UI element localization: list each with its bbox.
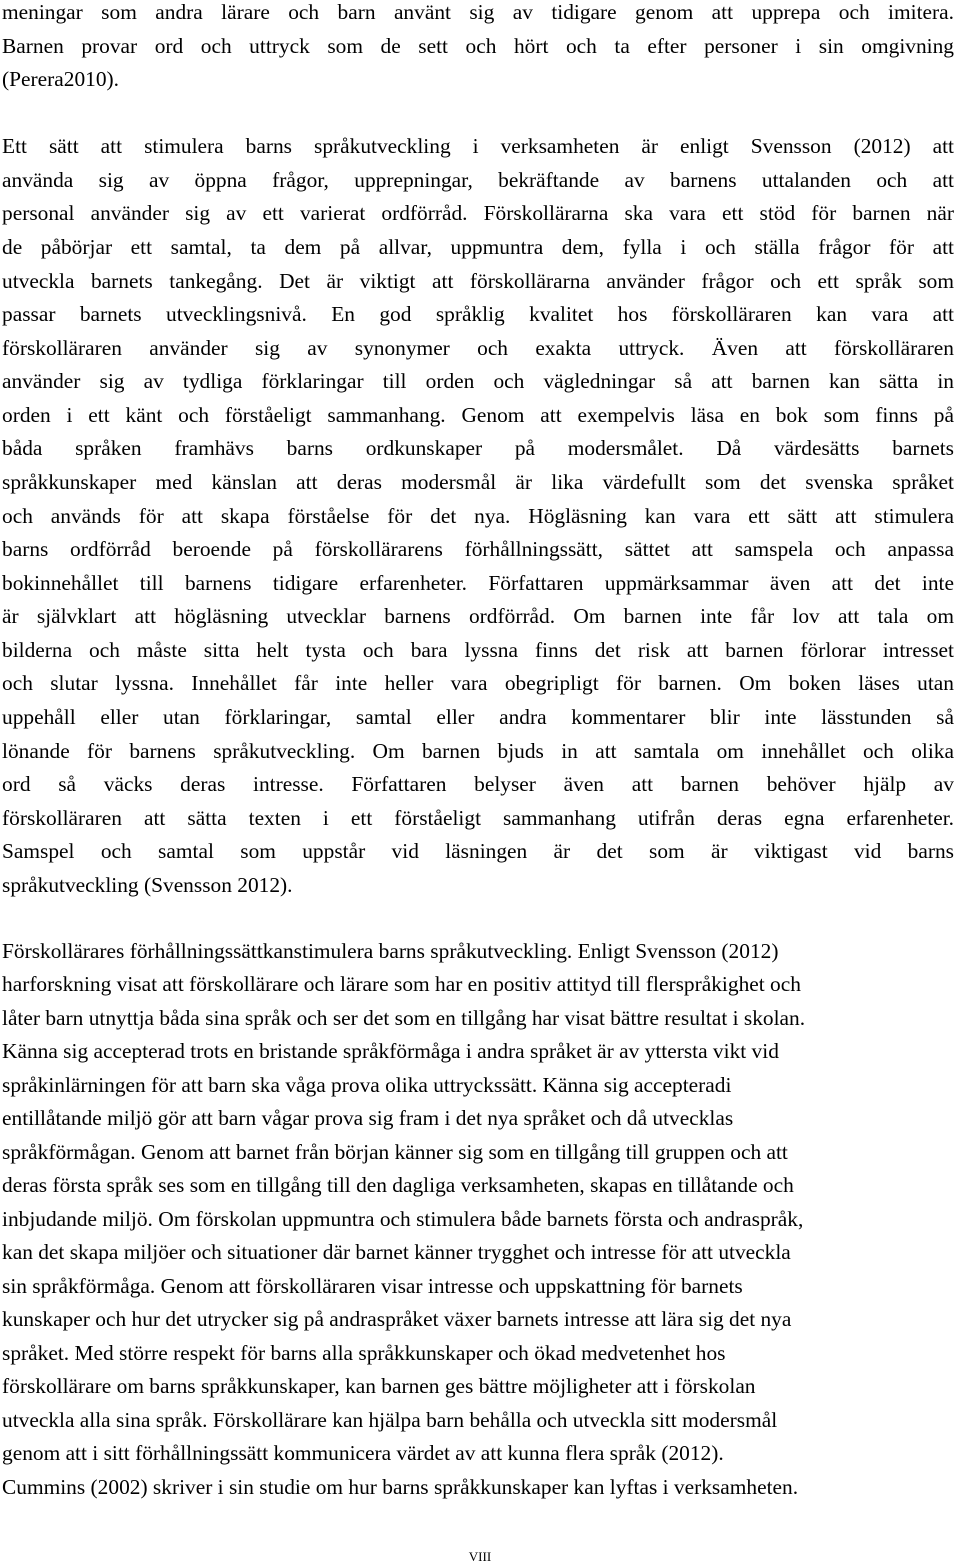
- text-line: förskolläraren att sätta texten i ett förståeligt sammanhang utifrån deras egna erfarenheter.: [2, 806, 954, 830]
- text-line: ord så väcks deras intresse. Författaren belyser även att barnen behöver hjälp av: [2, 772, 954, 796]
- page-number: VIII: [468, 1549, 492, 1564]
- text-line: personal använder sig av ett varierat ordförråd. Förskollärarna ska vara ett stöd för barnen när: [2, 201, 954, 225]
- text-line: genom att i sitt förhållningssätt kommunicera värdet av att kunna flera språk (2012).: [2, 1441, 724, 1465]
- text-line: språket. Med större respekt för barns alla språkkunskaper och ökad medvetenhet hos: [2, 1341, 726, 1365]
- text-line: Förskollärares förhållningssättkanstimulera barns språkutveckling. Enligt Svensson (2012): [2, 939, 779, 963]
- text-line: deras första språk ses som en tillgång till den dagliga verksamheten, skapas en tillåtande och: [2, 1173, 794, 1197]
- text-line: uppehåll eller utan förklaringar, samtal eller andra kommentarer blir inte lässtunden så: [2, 705, 954, 729]
- text-line: språkkunskaper med känslan att deras modersmål är lika värdefullt som det svenska språket: [2, 470, 954, 494]
- text-line: kunskaper och hur det utrycker sig på andraspråket växer barnets intresse att lära sig det nya: [2, 1307, 792, 1331]
- text-line: Samspel och samtal som uppstår vid läsningen är det som är viktigast vid barns: [2, 839, 954, 863]
- text-line: inbjudande miljö. Om förskolan uppmuntra och stimulera både barnets första och andraspråk,: [2, 1207, 804, 1231]
- text-line: och används för att skapa förståelse för det nya. Högläsning kan vara ett sätt att stimulera: [2, 504, 954, 528]
- text-line: sin språkförmåga. Genom att förskolläraren visar intresse och uppskattning för barnets: [2, 1274, 743, 1298]
- text-line: utveckla barnets tankegång. Det är viktigt att förskollärarna använder frågor och ett språk som: [2, 269, 954, 293]
- text-line: språkinlärningen för att barn ska våga prova olika uttryckssätt. Känna sig accepteradi: [2, 1073, 732, 1097]
- text-line: utveckla alla sina språk. Förskollärare kan hjälpa barn behålla och utveckla sitt modersmål: [2, 1408, 778, 1432]
- text-line: låter barn utnyttja båda sina språk och ser det som en tillgång har visat bättre resultat i skolan.: [2, 1006, 806, 1030]
- text-line: bilderna och måste sitta helt tysta och bara lyssna finns det risk att barnen förlorar intresset: [2, 638, 954, 662]
- text-line: förskollärare om barns språkkunskaper, kan barnen ges bättre möjligheter att i förskolan: [2, 1374, 756, 1398]
- text-line: båda språken framhävs barns ordkunskaper på modersmålet. Då värdesätts barnets: [2, 436, 954, 460]
- text-line: bokinnehållet till barnens tidigare erfarenheter. Författaren uppmärksammar även att det inte: [2, 571, 954, 595]
- text-line: Känna sig accepterad trots en bristande språkförmåga i andra språket är av yttersta vikt vid: [2, 1039, 779, 1063]
- text-line: Cummins (2002) skriver i sin studie om hur barns språkkunskaper kan lyftas i verksamheten.: [2, 1475, 799, 1499]
- text-line: förskolläraren använder sig av synonymer och exakta uttryck. Även att förskolläraren: [2, 336, 954, 360]
- text-line: passar barnets utvecklingsnivå. En god språklig kvalitet hos förskolläraren kan vara att: [2, 302, 954, 326]
- text-line: barns ordförråd beroende på förskollärarens förhållningssätt, sättet att samspela och anpassa: [2, 537, 954, 561]
- text-line: Barnen provar ord och uttryck som de sett och hört och ta efter personer i sin omgivning: [2, 34, 954, 58]
- text-line: använder sig av tydliga förklaringar till orden och vägledningar så att barnen kan sätta in: [2, 369, 954, 393]
- text-line: språkutveckling (Svensson 2012).: [2, 873, 293, 897]
- text-line: Ett sätt att stimulera barns språkutveckling i verksamheten är enligt Svensson (2012) att: [2, 134, 954, 158]
- text-line: de påbörjar ett samtal, ta dem på allvar, uppmuntra dem, fylla i och ställa frågor för att: [2, 235, 954, 259]
- text-line: meningar som andra lärare och barn använt sig av tidigare genom att upprepa och imitera.: [2, 0, 954, 24]
- text-line: lönande för barnens språkutveckling. Om barnen bjuds in att samtala om innehållet och olika: [2, 739, 954, 763]
- text-line: harforskning visat att förskollärare och lärare som har en positiv attityd till flerspråkighet och: [2, 972, 801, 996]
- text-line: orden i ett känt och förståeligt sammanhang. Genom att exempelvis läsa en bok som finns på: [2, 403, 954, 427]
- text-line: och slutar lyssna. Innehållet får inte heller vara obegripligt för barnen. Om boken läses utan: [2, 671, 954, 695]
- text-line: är självklart att högläsning utvecklar barnens ordförråd. Om barnen inte får lov att tala om: [2, 604, 954, 628]
- text-line: kan det skapa miljöer och situationer där barnet känner trygghet och intresse för att utveckla: [2, 1240, 791, 1264]
- text-line: språkförmågan. Genom att barnet från början känner sig som en tillgång till gruppen och att: [2, 1140, 788, 1164]
- text-line: använda sig av öppna frågor, upprepningar, bekräftande av barnens uttalanden och att: [2, 168, 954, 192]
- text-line: entillåtande miljö gör att barn vågar prova sig fram i det nya språket och då utvecklas: [2, 1106, 734, 1130]
- text-line: (Perera2010).: [2, 67, 120, 91]
